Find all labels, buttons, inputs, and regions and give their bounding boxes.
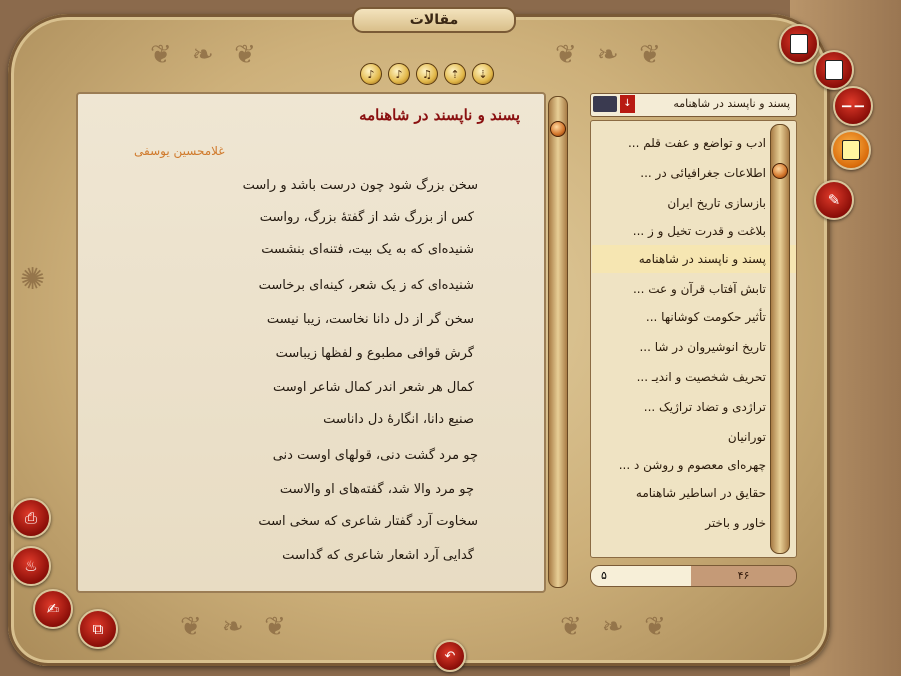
bell-icon[interactable]: ♪ (388, 63, 410, 85)
article-author: غلامحسین یوسفی (134, 144, 225, 158)
list-item[interactable]: بازسازی تاریخ ایران (667, 196, 766, 210)
copy-icon: ⧉ (92, 620, 104, 638)
keyboard-icon[interactable] (593, 96, 617, 112)
current-page: ۵ (591, 566, 691, 586)
scroll-thumb[interactable] (550, 121, 566, 137)
sort-down-icon[interactable]: ⇣ (472, 63, 494, 85)
back-button[interactable] (814, 180, 854, 220)
scroll-thumb[interactable] (772, 163, 788, 179)
list-scrollbar[interactable] (770, 124, 790, 554)
list-item[interactable]: تاریخ انوشیروان در شا ... (639, 340, 766, 354)
list-item[interactable]: تراژدی و تضاد تراژیک ... (643, 400, 766, 414)
verse-line: شنیده‌ای که ز یک شعر، کینه‌ای برخاست (258, 278, 474, 293)
sort-up-icon[interactable]: ⇡ (444, 63, 466, 85)
verse-line: کس از بزرگ شد از گفتهٔ بزرگ، رواست (259, 210, 474, 225)
bottom-left-ornament: ❦ ❧ ❦ (180, 612, 292, 642)
verse-line: کمال هر شعر اندر کمال شاعر اوست (272, 380, 474, 395)
minimize-icon: −− (840, 97, 866, 115)
verse-line: شنیده‌ای که به یک بیت، فتنه‌ای بنشست (261, 242, 474, 257)
minimize-button[interactable] (833, 86, 873, 126)
document-icon (790, 34, 808, 54)
list-item[interactable]: تابش آفتاب قرآن و عت ... (632, 282, 766, 296)
total-pages: ۴۶ (691, 566, 796, 586)
article-panel (76, 92, 546, 593)
list-item[interactable]: چهره‌ای معصوم و روشن د ... (618, 458, 766, 472)
list-item[interactable]: تورانیان (727, 430, 766, 444)
verse-line: سخاوت آرد گفتار شاعری که سخی است (258, 514, 478, 529)
article-toolbar (360, 63, 494, 85)
copy-button[interactable] (78, 609, 118, 649)
verse-line: صنیع دانا، انگارهٔ دل داناست (323, 412, 474, 427)
print-button[interactable] (11, 498, 51, 538)
page-indicator (590, 565, 797, 587)
selected-article-field: پسند و ناپسند در شاهنامه (673, 97, 790, 110)
verse-line: سخن گر از دل دانا نخاست، زیبا نیست (266, 312, 474, 327)
article-title: پسند و ناپسند در شاهنامه (359, 106, 520, 124)
list-item[interactable]: حقایق در اساطیر شاهنامه (635, 486, 766, 500)
list-item[interactable]: تحریف شخصیت و اندیـ ... (636, 370, 766, 384)
candle-button[interactable] (11, 546, 51, 586)
top-left-ornament: ❦ ❧ ❦ (150, 40, 262, 70)
list-item[interactable]: ادب و تواضع و عفت قلم ... (627, 136, 766, 150)
list-item[interactable]: خاور و باختر (705, 516, 766, 530)
verse-line: گرش قوافی مطبوع و لفظها زیباست (275, 346, 474, 361)
list-icon (825, 60, 843, 80)
list-item[interactable]: بلاغت و قدرت تخیل و ز ... (632, 224, 766, 238)
verse-line: چو مرد والا شد، گفته‌های او والاست (279, 482, 474, 497)
top-right-ornament: ❦ ❧ ❦ (555, 40, 667, 70)
list-item-selected[interactable]: پسند و ناپسند در شاهنامه (592, 245, 796, 273)
bottom-right-ornament: ❦ ❧ ❦ (560, 612, 672, 642)
article-selector[interactable] (590, 93, 797, 117)
document-button[interactable] (779, 24, 819, 64)
article-scrollbar[interactable] (548, 96, 568, 588)
notes-button[interactable] (33, 589, 73, 629)
return-arrow-icon: ↶ (444, 648, 456, 664)
article-list (590, 120, 797, 558)
article-button[interactable] (831, 130, 871, 170)
verse-line: چو مرد گشت دنی، قولهای اوست دنی (272, 448, 478, 463)
list-view-button[interactable] (814, 50, 854, 90)
list-item[interactable]: اطلاعات جغرافیائی در ... (640, 166, 766, 180)
chevron-down-icon[interactable]: ↓ (620, 95, 635, 113)
printer-icon: ⎙ (24, 509, 37, 527)
verse-line: سخن بزرگ شود چون درست باشد و راست (242, 178, 478, 193)
window-title: مقالات (352, 7, 516, 33)
candle-icon: ♨ (24, 557, 38, 575)
bell-icon[interactable]: ♪ (360, 63, 382, 85)
return-button[interactable] (434, 640, 466, 672)
side-rosette-ornament: ✺ (20, 262, 52, 297)
bell-icon[interactable]: ♫ (416, 63, 438, 85)
verse-line: گدایی آرد اشعار شاعری که گداست (282, 548, 474, 563)
list-item[interactable]: تأثیر حکومت کوشانها ... (645, 310, 766, 324)
edit-icon: ✍ (46, 600, 60, 618)
document-icon (842, 140, 860, 160)
feather-icon: ✎ (827, 191, 841, 209)
